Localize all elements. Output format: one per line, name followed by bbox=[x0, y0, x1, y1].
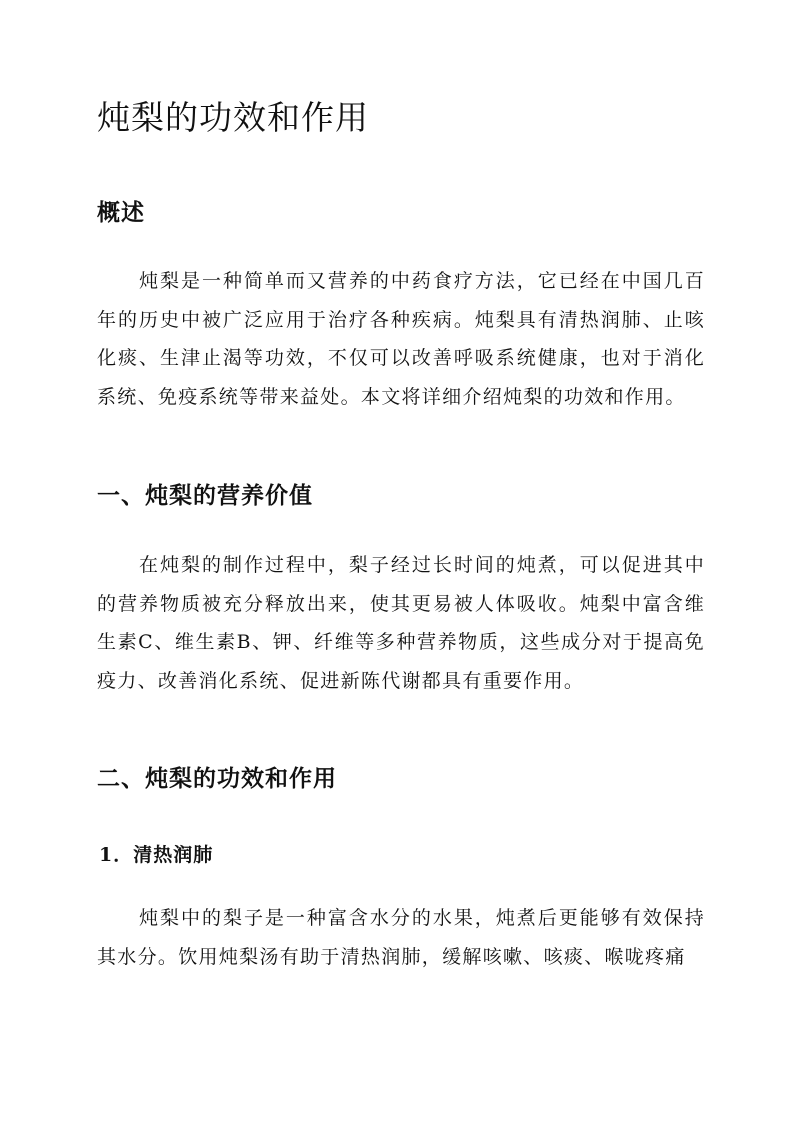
section2-heading: 二、炖梨的功效和作用 bbox=[97, 765, 337, 792]
document-title: 炖梨的功效和作用 bbox=[97, 98, 369, 137]
overview-paragraph: 炖梨是一种简单而又营养的中药食疗方法，它已经在中国几百年的历史中被广泛应用于治疗各种疾病。炖梨具有清热润肺、止咳化痰、生津止渴等功效，不仅可以改善呼吸系统健康，也对于消化系统、免疫系统等带来益处。本文将详细介绍炖梨的功效和作用。 bbox=[97, 270, 705, 408]
section2-sub1-heading: 1．清热润肺 bbox=[99, 844, 214, 866]
section1-heading: 一、炖梨的营养价值 bbox=[97, 482, 313, 509]
section1-paragraph: 在炖梨的制作过程中，梨子经过长时间的炖煮，可以促进其中的营养物质被充分释放出来，使其更易被人体吸收。炖梨中富含维生素C、维生素B、钾、纤维等多种营养物质，这些成分对于提高免疫力、改善消化系统、促进新陈代谢都具有重要作用。 bbox=[97, 554, 705, 692]
overview-heading: 概述 bbox=[97, 199, 145, 226]
section2-sub1-paragraph: 炖梨中的梨子是一种富含水分的水果，炖煮后更能够有效保持其水分。饮用炖梨汤有助于清热润肺，缓解咳嗽、咳痰、喉咙疼痛 bbox=[97, 907, 705, 968]
